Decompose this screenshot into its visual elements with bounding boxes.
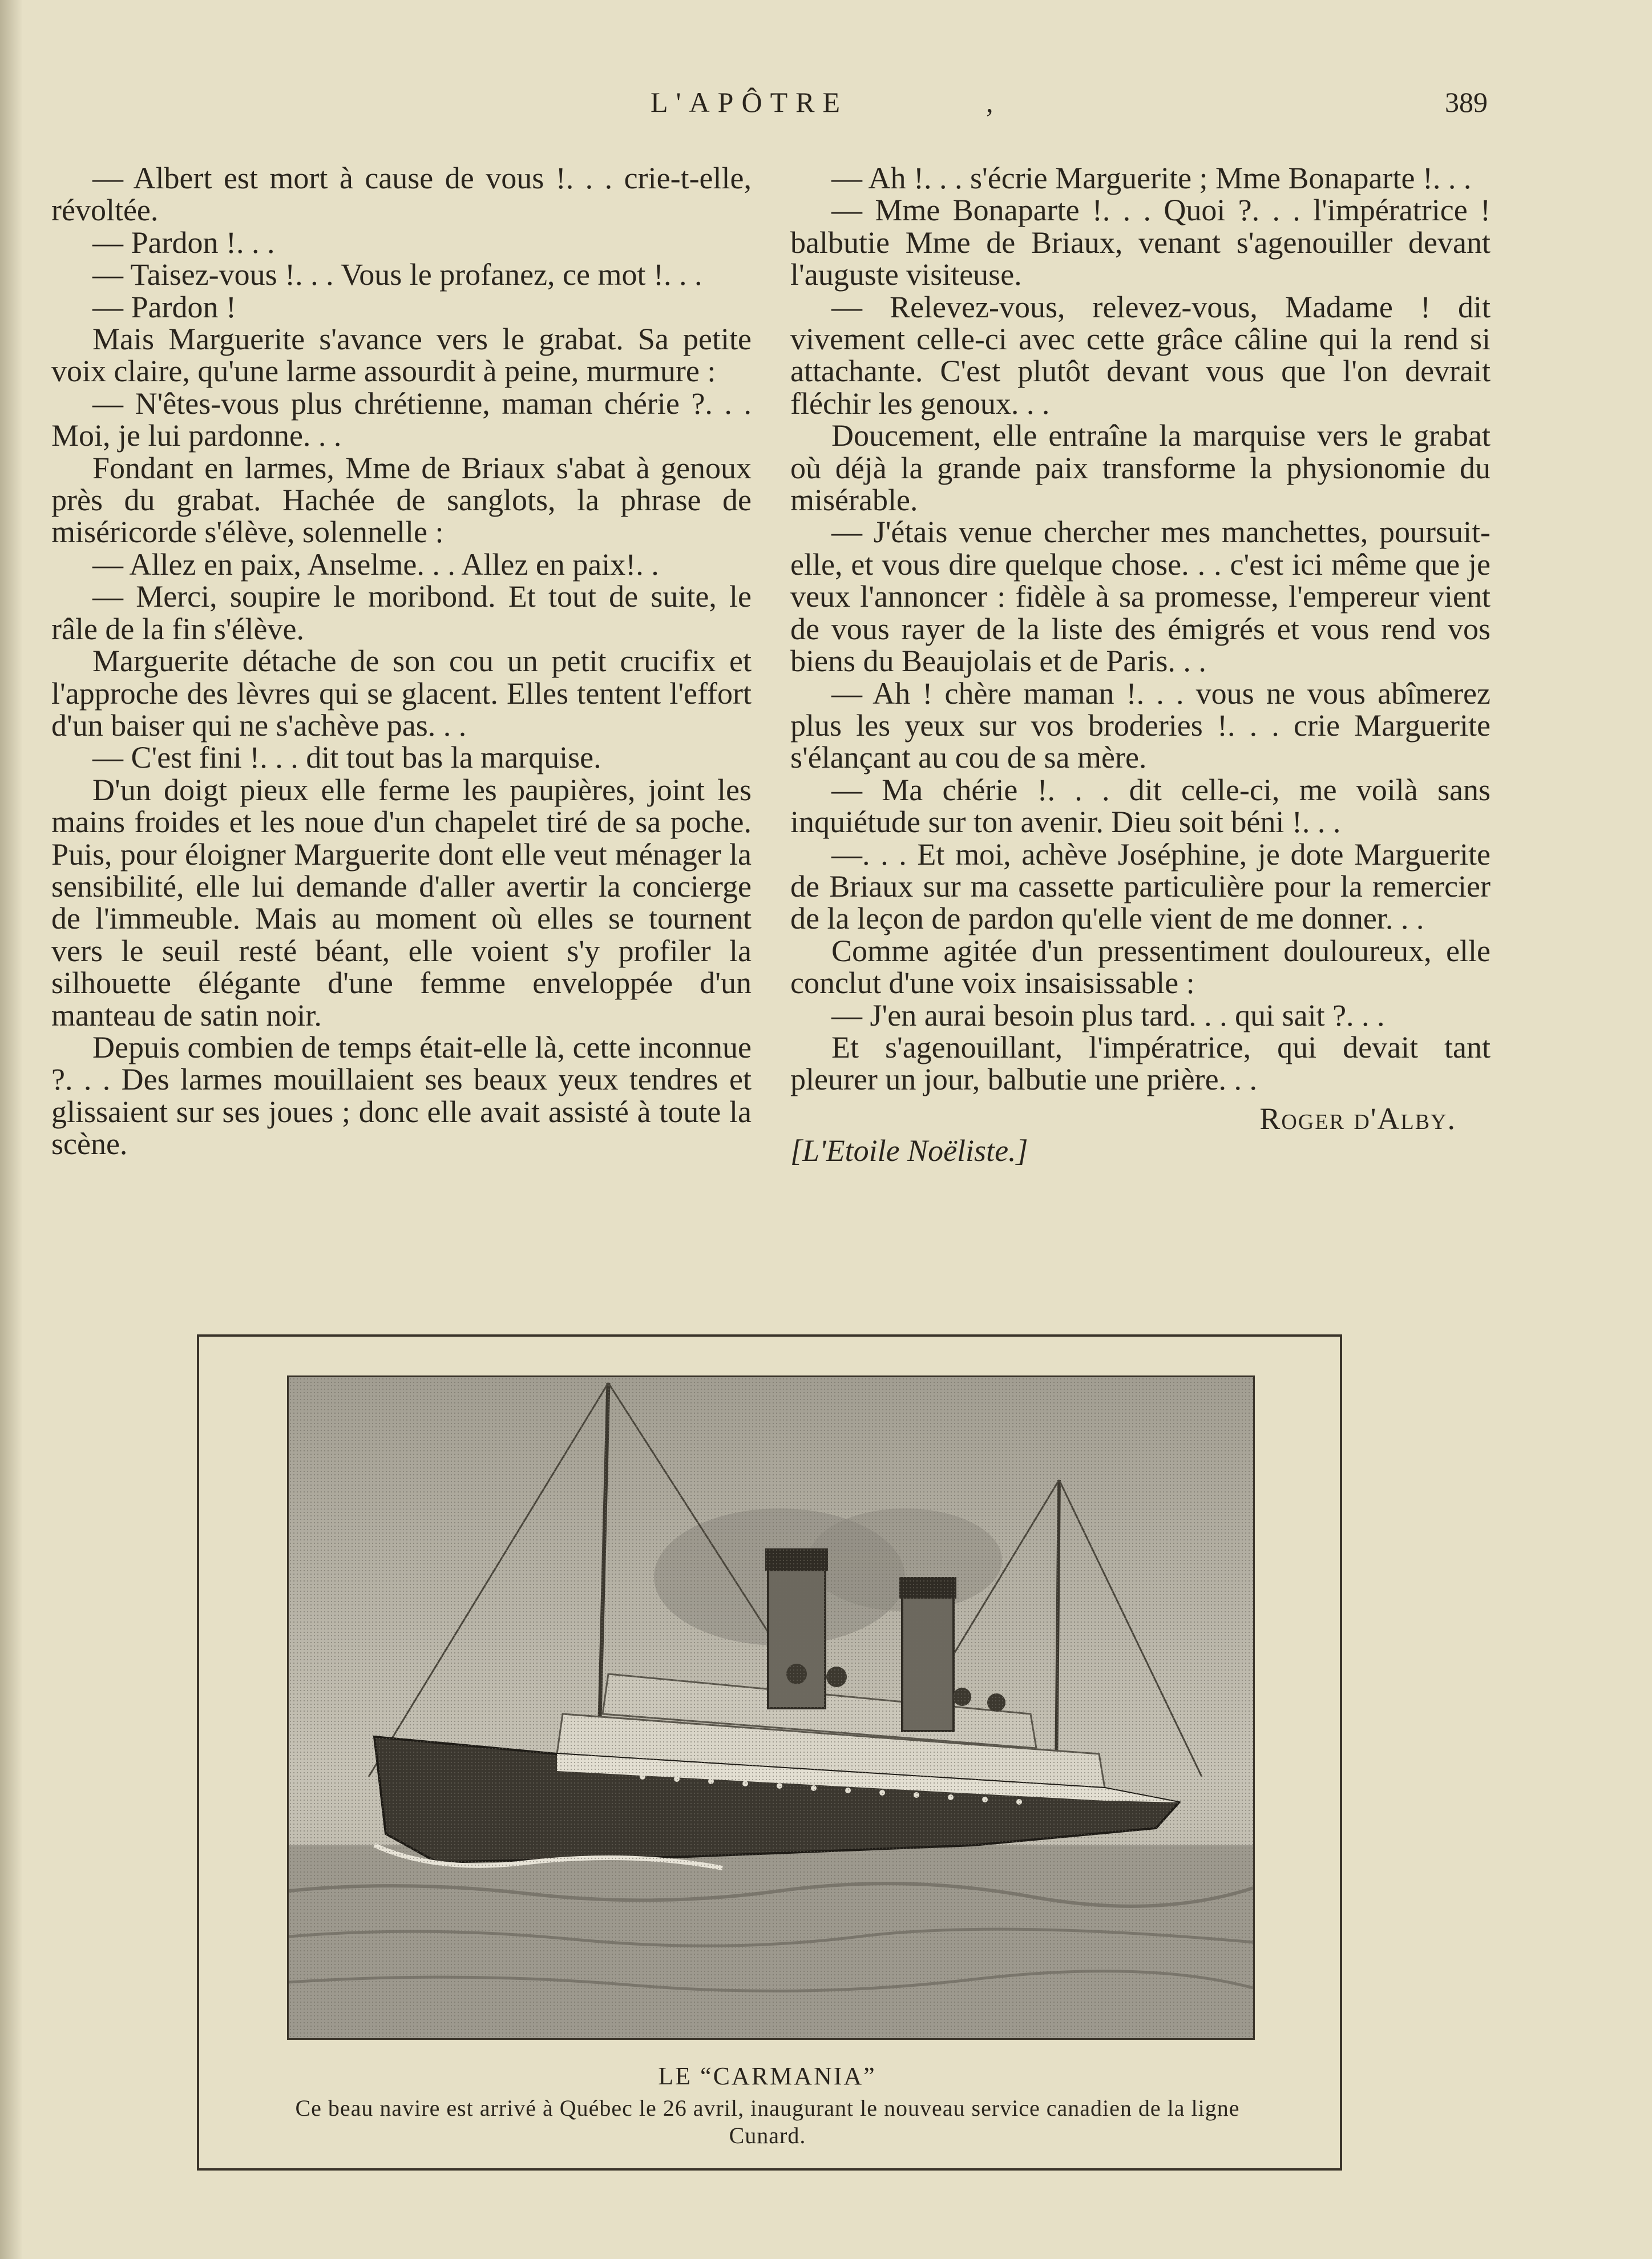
paragraph: — Ma chérie !. . . dit celle-ci, me voilà sans inquiétude sur ton avenir. Dieu soit béni !. . . bbox=[790, 772, 1491, 840]
figure-caption: Ce beau navire est arrivé à Québec le 26 avril, inaugurant le nouveau service canadien de la ligne Cunard. bbox=[295, 2095, 1240, 2148]
paragraph: Et s'agenouillant, l'impératrice, qui devait tant pleurer un jour, balbutie une prière. . . bbox=[790, 1030, 1491, 1097]
ship-illustration bbox=[289, 1377, 1253, 2038]
paragraph: D'un doigt pieux elle ferme les paupières, joint les mains froides et les noue d'un chapelet tiré de sa poche. Puis, pour éloigner Marguerite dont elle veut ménager la sensibilité, elle lui demande d'aller avertir la concierge de l'immeuble. Mais au moment où elles se tournent vers le seuil resté béant, elle voient s'y profiler la silhouette élégante d'une femme enveloppée d'un manteau de satin noir. bbox=[51, 772, 752, 1032]
figure-title: LE “CARMANIA” bbox=[658, 2062, 877, 2090]
paragraph: — Mme Bonaparte !. . . Quoi ?. . . l'impératrice ! balbutie Mme de Briaux, venant s'agenouiller devant l'auguste visiteuse. bbox=[790, 193, 1491, 292]
paragraph: Fondant en larmes, Mme de Briaux s'abat à genoux près du grabat. Hachée de sanglots, la phrase de miséricorde s'élève, solennelle : bbox=[51, 450, 752, 550]
paragraph: — C'est fini !. . . dit tout bas la marquise. bbox=[92, 740, 601, 775]
paragraph: Comme agitée d'un pressentiment douloureux, elle conclut d'une voix insaisissable : bbox=[790, 933, 1491, 1001]
paragraph: —. . . Et moi, achève Joséphine, je dote Marguerite de Briaux sur ma cassette particulière pour la remercier de la leçon de pardon qu'elle vient de me donner. . . bbox=[790, 837, 1491, 936]
paragraph: Doucement, elle entraîne la marquise vers le grabat où déjà la grande paix transforme la physionomie du misérable. bbox=[790, 418, 1491, 518]
paragraph: — Taisez-vous !. . . Vous le profanez, ce mot !. . . bbox=[92, 257, 702, 292]
paragraph: — Allez en paix, Anselme. . . Allez en paix!. . bbox=[92, 547, 659, 582]
running-header-title: L'APÔTRE bbox=[651, 86, 849, 118]
left-column bbox=[51, 162, 752, 1160]
paragraph: — Pardon !. . . bbox=[92, 225, 275, 260]
paragraph: — N'êtes-vous plus chrétienne, maman chérie ?. . . Moi, je lui pardonne. . . bbox=[51, 386, 752, 453]
paragraph: Depuis combien de temps était-elle là, cette inconnue ?. . . Des larmes mouillaient ses beaux yeux tendres et glissaient sur ses joues ; donc elle avait assisté à toute la scène. bbox=[51, 1030, 752, 1161]
paragraph: Marguerite détache de son cou un petit crucifix et l'approche des lèvres qui se glacent. Elles tentent l'effort d'un baiser qui ne s'achève pas. . . bbox=[51, 644, 752, 743]
paragraph: — J'étais venue chercher mes manchettes, poursuit-elle, et vous dire quelque chose. . . c'est ici même que je veux l'annoncer : fidèle à sa promesse, l'empereur vient de vous rayer de la liste des émigrés et vous rend vos biens du Beaujolais et de Paris. . . bbox=[790, 515, 1491, 679]
ship-photograph bbox=[287, 1375, 1255, 2040]
page-number: 389 bbox=[1445, 86, 1488, 118]
paragraph: Mais Marguerite s'avance vers le grabat. Sa petite voix claire, qu'une larme assourdit à peine, murmure : bbox=[51, 322, 752, 389]
paragraph: — Ah !. . . s'écrie Marguerite ; Mme Bonaparte !. . . bbox=[831, 161, 1472, 195]
paragraph: — Ah ! chère maman !. . . vous ne vous abîmerez plus les yeux sur vos broderies !. . . crie Marguerite s'élançant au cou de sa mère. bbox=[790, 676, 1491, 775]
paragraph: — J'en aurai besoin plus tard. . . qui sait ?. . . bbox=[831, 998, 1385, 1032]
paragraph: — Merci, soupire le moribond. Et tout de suite, le râle de la fin s'élève. bbox=[51, 579, 752, 646]
page-edge-shadow bbox=[0, 0, 23, 2259]
author-signature: Roger d'Alby. bbox=[1259, 1101, 1456, 1136]
paragraph: — Relevez-vous, relevez-vous, Madame ! dit vivement celle-ci avec cette grâce câline qui la rend si attachante. C'est plutôt devant vous que l'on devrait fléchir les genoux. . . bbox=[790, 289, 1491, 421]
running-header-mark: , bbox=[986, 86, 993, 118]
source-citation: [L'Etoile Noëliste.] bbox=[790, 1133, 1028, 1168]
paragraph: — Albert est mort à cause de vous !. . . crie-t-elle, révoltée. bbox=[51, 161, 752, 228]
paragraph: — Pardon ! bbox=[92, 289, 236, 324]
right-column bbox=[790, 162, 1491, 1167]
